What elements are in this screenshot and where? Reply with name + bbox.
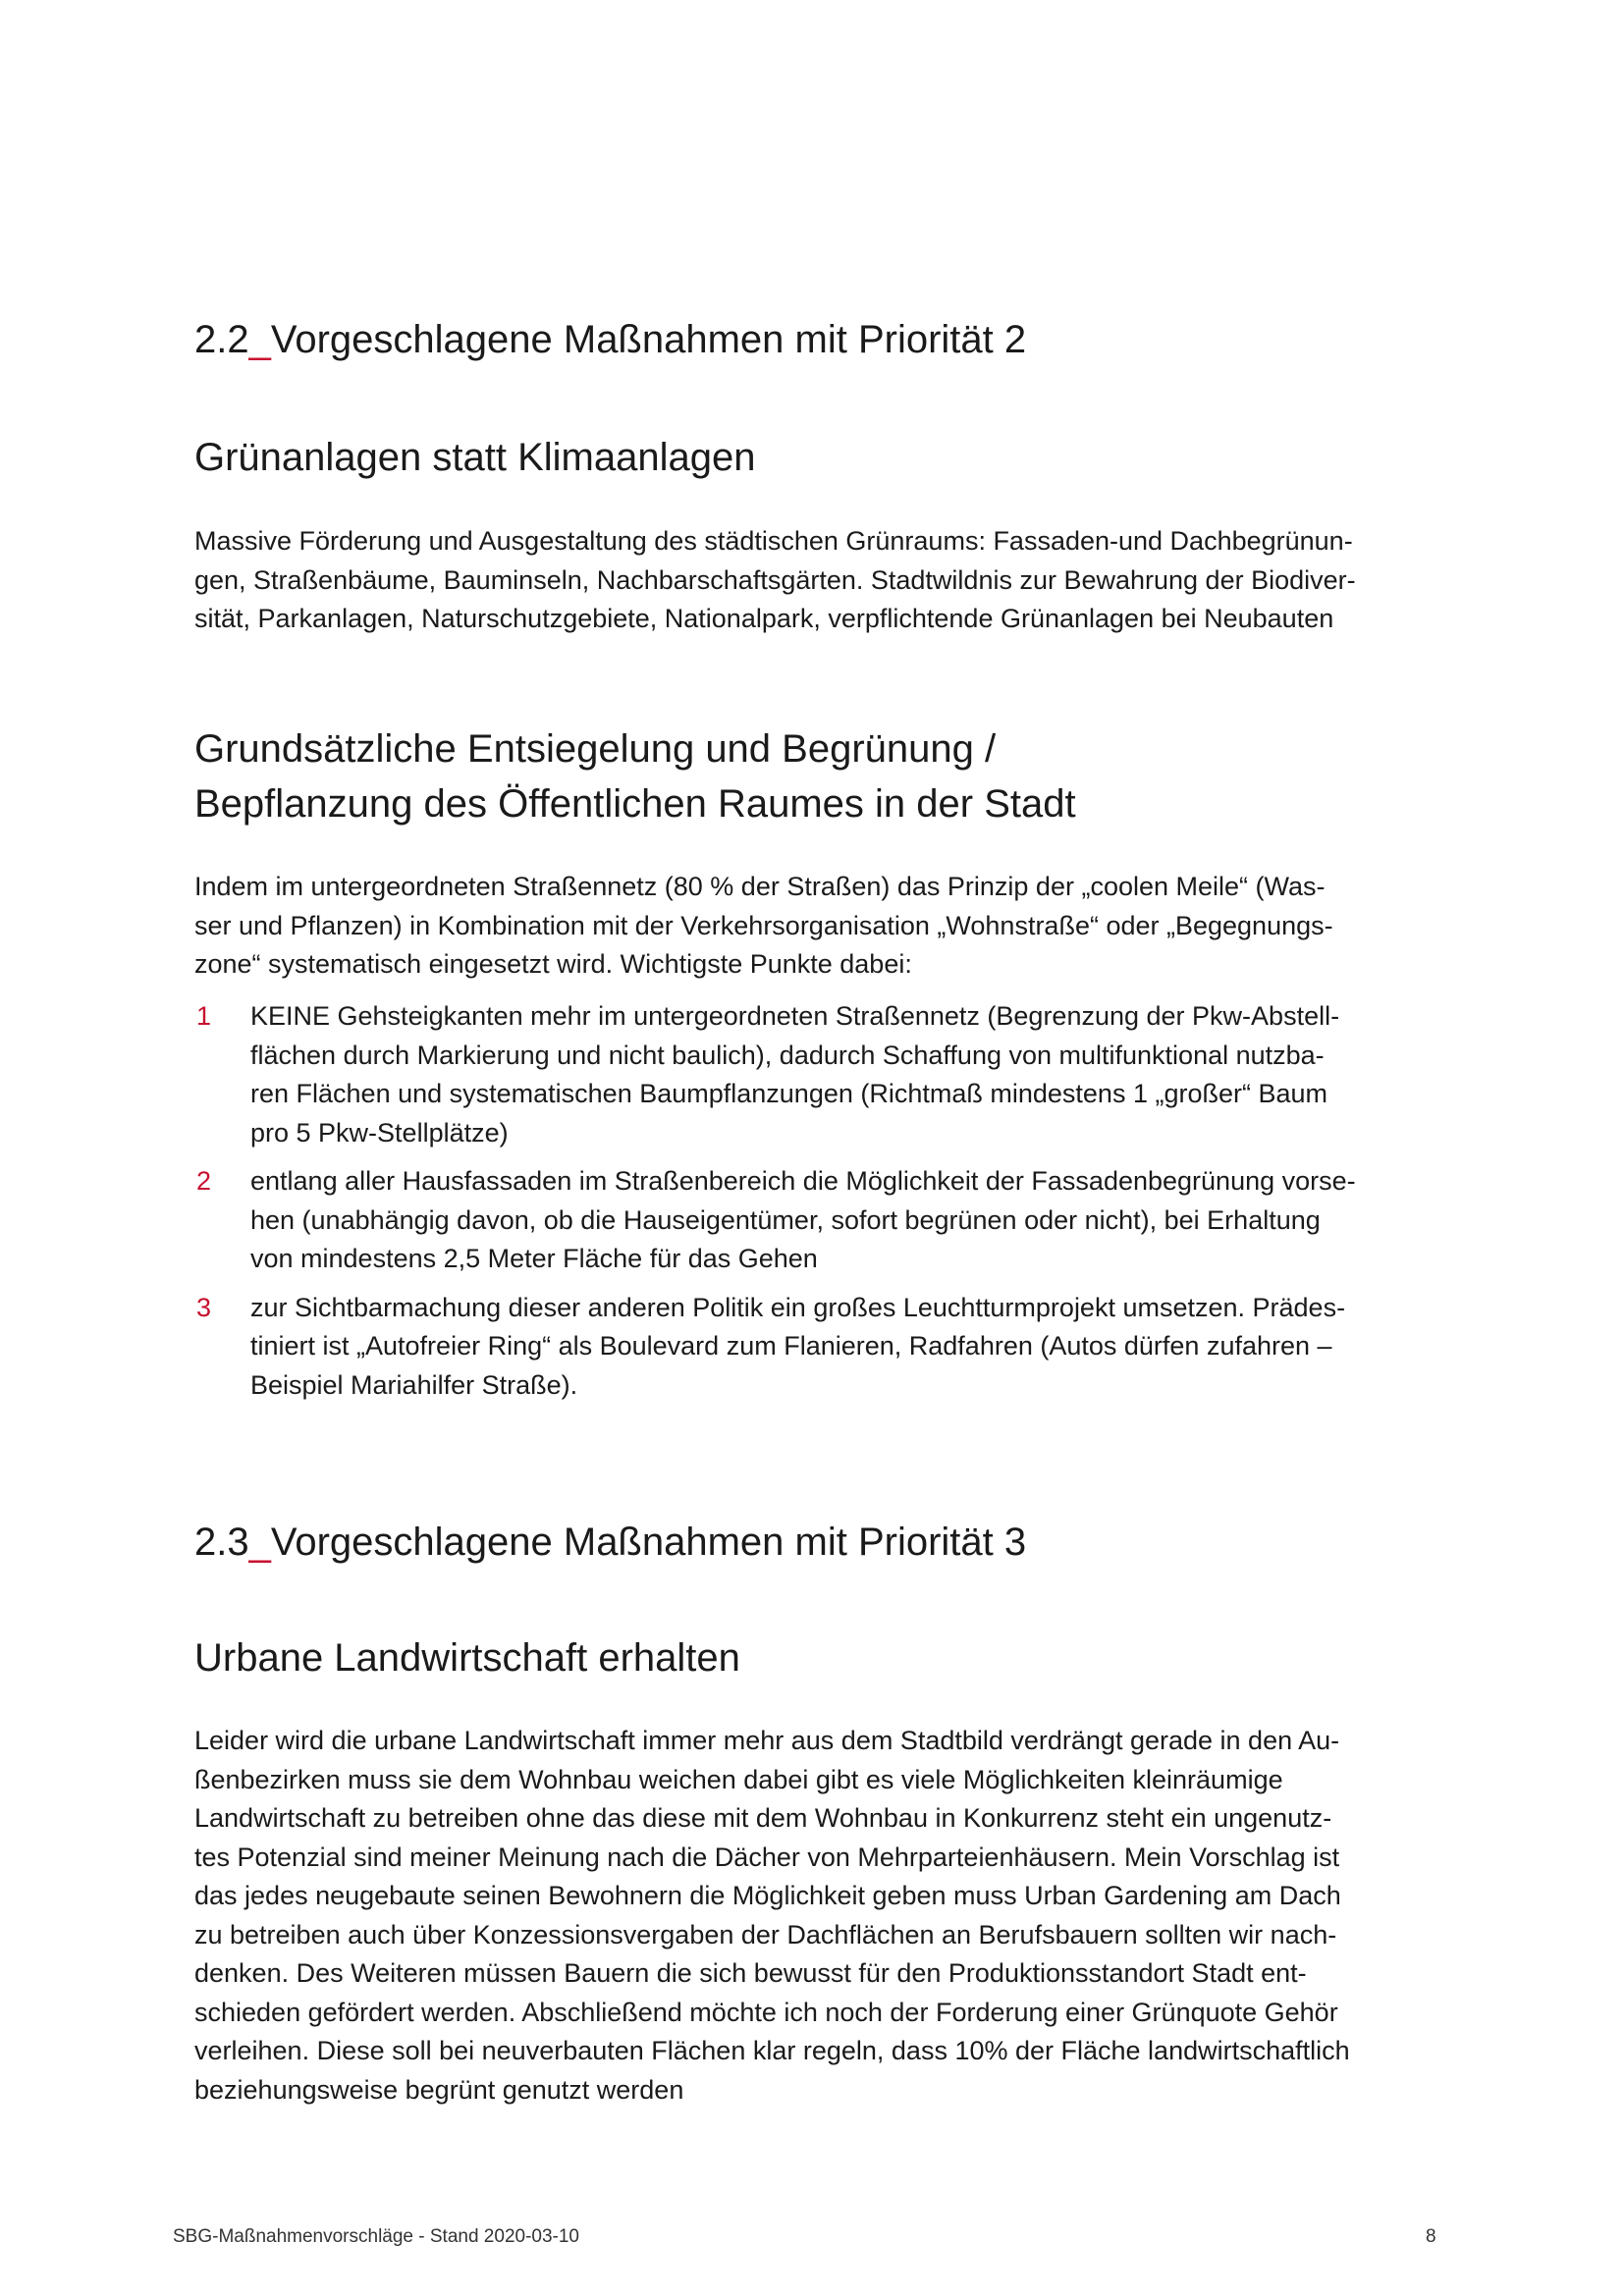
text-line: schieden gefördert werden. Abschließend möchte ich noch der Forderung einer Grünquote Gehör xyxy=(194,1997,1338,2027)
subheading-gruenanlagen: Grünanlagen statt Klimaanlagen xyxy=(194,436,756,479)
text-line: Indem im untergeordneten Straßennetz (80 % der Straßen) das Prinzip der „coolen Meile“ (Was- xyxy=(194,872,1326,901)
list-item xyxy=(194,997,1441,1152)
list-item-number: 1 xyxy=(196,1001,212,1031)
numbered-list xyxy=(194,997,1441,1415)
text-line: ser und Pflanzen) in Kombination mit der Verkehrsorganisation „Wohnstraße“ oder „Begegnungs- xyxy=(194,910,1333,940)
text-line: tiniert ist „Autofreier Ring“ als Boulevard zum Flanieren, Radfahren (Autos dürfen zufahren – xyxy=(250,1331,1332,1361)
text-line: beziehungsweise begrünt genutzt werden xyxy=(194,2074,684,2105)
text-line: KEINE Gehsteigkanten mehr im untergeordneten Straßennetz (Begrenzung der Pkw-Abstell- xyxy=(250,1001,1340,1031)
text-line: gen, Straßenbäume, Bauminseln, Nachbarschaftsgärten. Stadtwildnis zur Bewahrung der Biodiver- xyxy=(194,564,1356,595)
subheading-landwirtschaft: Urbane Landwirtschaft erhalten xyxy=(194,1636,740,1680)
footer-document-title: SBG-Maßnahmenvorschläge - Stand 2020-03-10 xyxy=(173,2226,580,2247)
text-line: denken. Des Weiteren müssen Bauern die sich bewusst für den Produktionsstandort Stadt ent- xyxy=(194,1958,1307,1988)
text-line: Landwirtschaft zu betreiben ohne das diese mit dem Wohnbau in Konkurrenz steht ein ungenutz- xyxy=(194,1803,1332,1833)
heading-line: Grundsätzliche Entsiegelung und Begrünung / xyxy=(194,727,997,771)
list-item xyxy=(194,1162,1441,1279)
section-separator: _ xyxy=(248,318,271,361)
text-line: zu betreiben auch über Konzessionsvergaben der Dachflächen an Berufsbauern sollten wir nach- xyxy=(194,1919,1337,1949)
section-title: Vorgeschlagene Maßnahmen mit Priorität 3 xyxy=(270,1521,1027,1564)
text-line: pro 5 Pkw-Stellplätze) xyxy=(250,1117,509,1148)
text-line: flächen durch Markierung und nicht baulich), dadurch Schaffung von multifunktional nutzba- xyxy=(250,1040,1325,1070)
text-line: sität, Parkanlagen, Naturschutzgebiete, Nationalpark, verpflichtende Grünanlagen bei Neubauten xyxy=(194,604,1334,633)
text-line: Massive Förderung und Ausgestaltung des städtischen Grünraums: Fassaden-und Dachbegrünun- xyxy=(194,526,1353,556)
text-line: ren Flächen und systematischen Baumpflanzungen (Richtmaß mindestens 1 „großer“ Baum xyxy=(250,1079,1328,1108)
text-line: ßenbezirken muss sie dem Wohnbau weichen dabei gibt es viele Möglichkeiten kleinräumige xyxy=(194,1764,1283,1794)
section-title: Vorgeschlagene Maßnahmen mit Priorität 2 xyxy=(270,318,1027,361)
section-heading-2-3 xyxy=(194,1518,1026,1567)
text-line: hen (unabhängig davon, ob die Hauseigentümer, sofort begrünen oder nicht), bei Erhaltung xyxy=(250,1204,1321,1235)
text-line: Leider wird die urbane Landwirtschaft immer mehr aus dem Stadtbild verdrängt gerade in den Au- xyxy=(194,1726,1340,1755)
text-line: das jedes neugebaute seinen Bewohnern die Möglichkeit geben muss Urban Gardening am Dach xyxy=(194,1881,1341,1910)
section-number: 2.3 xyxy=(194,1521,249,1564)
text-line: tes Potenzial sind meiner Meinung nach die Dächer von Mehrparteienhäusern. Mein Vorschlag ist xyxy=(194,1842,1340,1872)
text-line: entlang aller Hausfassaden im Straßenbereich die Möglichkeit der Fassadenbegrünung vorse- xyxy=(250,1166,1356,1196)
list-item-number: 2 xyxy=(196,1166,212,1196)
text-line: zur Sichtbarmachung dieser anderen Politik ein großes Leuchtturmprojekt umsetzen. Prädes- xyxy=(250,1292,1346,1322)
heading-line: Bepflanzung des Öffentlichen Raumes in der Stadt xyxy=(194,782,1076,826)
list-item-number: 3 xyxy=(196,1292,212,1322)
text-line: verleihen. Diese soll bei neuverbauten Flächen klar regeln, dass 10% der Fläche landwirtschaftlich xyxy=(194,2036,1350,2065)
paragraph-gruenanlagen xyxy=(194,522,1441,639)
text-line: zone“ systematisch eingesetzt wird. Wichtigste Punkte dabei: xyxy=(194,949,912,979)
text-line: Beispiel Mariahilfer Straße). xyxy=(250,1369,578,1400)
footer-page-number: 8 xyxy=(1426,2226,1436,2247)
list-item xyxy=(194,1289,1441,1406)
section-heading-2-2 xyxy=(194,315,1026,364)
text-line: von mindestens 2,5 Meter Fläche für das Gehen xyxy=(250,1244,818,1273)
paragraph-landwirtschaft xyxy=(194,1722,1441,2109)
section-number: 2.2 xyxy=(194,318,249,361)
section-separator: _ xyxy=(248,1521,271,1564)
subheading-entsiegelung xyxy=(194,721,1076,831)
paragraph-entsiegelung-intro xyxy=(194,868,1441,985)
